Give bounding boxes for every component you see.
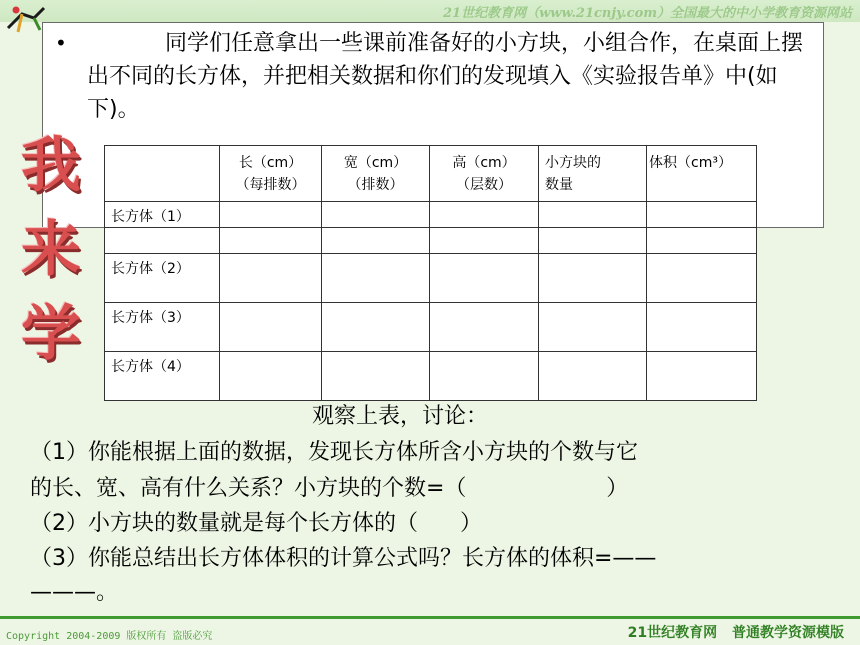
side-title (16, 124, 86, 376)
question-3-line-1: （3）你能总结出长方体体积的计算公式吗？长方体的体积=—— (30, 546, 657, 571)
table-cell[interactable] (430, 228, 539, 254)
table-cell[interactable] (539, 352, 647, 401)
side-title-char: 来 (21, 215, 81, 285)
question-2: （2）小方块的数量就是每个长方体的（ ） (30, 511, 482, 536)
row-label (105, 352, 220, 401)
row-label (105, 202, 220, 228)
table-cell[interactable] (647, 352, 757, 401)
table-row (105, 228, 757, 254)
header-line: 数量 (545, 177, 573, 193)
table-cell[interactable] (647, 303, 757, 352)
side-title-char: 我 (21, 131, 81, 201)
table-cell[interactable] (539, 303, 647, 352)
table-cell[interactable] (322, 303, 430, 352)
table-header-cell (220, 146, 322, 202)
table-cell[interactable] (220, 303, 322, 352)
table-header-cell (105, 146, 220, 202)
table-cell[interactable] (220, 352, 322, 401)
question-3-line-2: ———。 (30, 580, 119, 605)
row-label-text (105, 228, 219, 232)
footer-brand: 21世纪教育网 普通教学资源模版 (627, 625, 844, 641)
copyright-text: Copyright 2004-2009 版权所有 盗版必究 (6, 631, 213, 642)
table-row (105, 352, 757, 401)
row-label-text: 长方体（1） (111, 209, 190, 225)
header-line: 宽（cm） (343, 155, 408, 171)
table-cell[interactable] (322, 352, 430, 401)
table-cell[interactable] (647, 254, 757, 303)
table-cell[interactable] (220, 254, 322, 303)
table-header-cell (539, 146, 647, 202)
table-header-cell (647, 146, 757, 202)
discussion-heading: 观察上表，讨论： (312, 404, 489, 429)
table-cell[interactable] (322, 202, 430, 228)
row-label (105, 303, 220, 352)
table-row (105, 254, 757, 303)
header-line: 长（cm） (238, 155, 303, 171)
table-cell[interactable] (430, 254, 539, 303)
row-label (105, 228, 220, 254)
row-label-text: 长方体（2） (111, 261, 190, 277)
table-cell[interactable] (539, 202, 647, 228)
footer-divider (0, 616, 860, 619)
side-title-char: 学 (21, 299, 81, 369)
table-cell[interactable] (220, 202, 322, 228)
header-line: 体积（cm³） (649, 155, 732, 171)
header-line: （每排数） (235, 177, 306, 193)
header-line: （排数） (347, 177, 404, 193)
table-cell[interactable] (647, 202, 757, 228)
table-cell[interactable] (539, 228, 647, 254)
row-label (105, 254, 220, 303)
table-cell[interactable] (430, 352, 539, 401)
table-cell[interactable] (430, 202, 539, 228)
table-row (105, 303, 757, 352)
header-line: （层数） (456, 177, 512, 193)
header-line: 高（cm） (452, 155, 516, 171)
table-cell[interactable] (430, 303, 539, 352)
table-cell[interactable] (322, 254, 430, 303)
table-cell[interactable] (539, 254, 647, 303)
table-header-row (105, 146, 757, 202)
experiment-report-table (104, 145, 757, 401)
row-label-text: 长方体（4） (111, 359, 190, 375)
site-banner-text: 21世纪教育网（www.21cnjy.com）全国最大的中小学教育资源网站 (443, 6, 852, 21)
table-cell[interactable] (322, 228, 430, 254)
table-row (105, 202, 757, 228)
table-cell[interactable] (647, 228, 757, 254)
bullet-marker: • (55, 31, 67, 55)
row-label-text: 长方体（3） (111, 310, 190, 326)
table-header-cell (430, 146, 539, 202)
instruction-text: 同学们任意拿出一些课前准备好的小方块，小组合作，在桌面上摆出不同的长方体，并把相关数据和你们的发现填入《实验报告单》中(如下)。 (87, 31, 804, 122)
table-cell[interactable] (220, 228, 322, 254)
table-header-cell (322, 146, 430, 202)
header-line: 小方块的 (545, 155, 601, 171)
question-1-line-2: 的长、宽、高有什么关系？小方块的个数=（ ） (30, 476, 629, 501)
question-1-line-1: （1）你能根据上面的数据，发现长方体所含小方块的个数与它 (30, 440, 638, 465)
header-bar (0, 0, 860, 22)
